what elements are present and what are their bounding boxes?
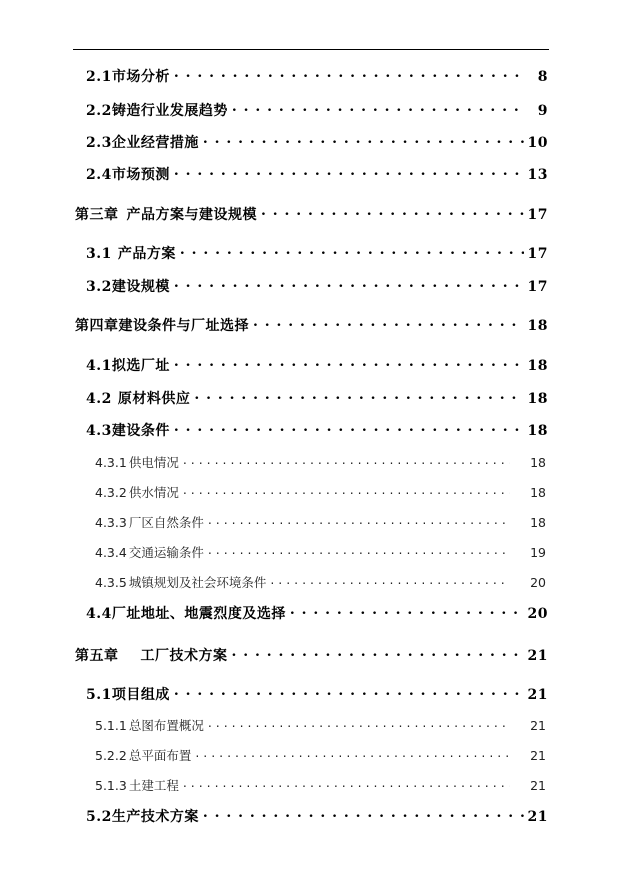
toc-entry-page: 21 <box>530 718 546 733</box>
toc-entry-number: 4.3.5 <box>95 575 127 590</box>
toc-entry-title: 市场预测 <box>111 167 170 183</box>
dot-leader <box>203 807 524 821</box>
toc-entry-page: 18 <box>530 455 546 470</box>
dot-leader <box>232 646 524 660</box>
dot-leader <box>208 515 510 528</box>
toc-subentry-5-2-2[interactable] <box>95 746 546 764</box>
toc-entry-page: 10 <box>527 135 548 151</box>
toc-entry-title: 城镇规划及社会环境条件 <box>128 575 267 590</box>
toc-entry-title: 厂址地址、地震烈度及选择 <box>111 606 286 622</box>
toc-subentry-4-3-1[interactable] <box>95 453 546 471</box>
toc-chapter-3[interactable] <box>75 204 548 224</box>
toc-entry-page: 8 <box>537 69 548 85</box>
toc-chapter-title: 建设条件与厂址选择 <box>118 318 249 334</box>
toc-entry-number: 4.3.1 <box>95 455 127 470</box>
toc-entry-title: 总图布置概况 <box>128 718 204 733</box>
dot-leader <box>194 389 523 403</box>
toc-chapter-title: 产品方案与建设规模 <box>126 207 257 223</box>
toc-entry-4-2[interactable] <box>86 388 548 408</box>
toc-entry-title: 厂区自然条件 <box>128 515 204 530</box>
toc-entry-title: 交通运输条件 <box>128 545 204 560</box>
toc-entry-title: 建设条件 <box>111 423 170 439</box>
toc-entry-number: 3.2 <box>86 279 112 295</box>
toc-entry-title: 原材料供应 <box>117 391 191 407</box>
toc-entry-number: 2.4 <box>86 167 112 183</box>
toc-entry-2-1[interactable] <box>86 66 548 86</box>
toc-entry-4-4[interactable] <box>86 603 548 623</box>
toc-chapter-number: 第三章 <box>75 207 119 223</box>
toc-entry-number: 5.2 <box>86 809 112 825</box>
toc-entry-title: 企业经营措施 <box>111 135 199 151</box>
toc-entry-page: 21 <box>527 809 548 825</box>
toc-entry-title: 拟选厂址 <box>111 358 170 374</box>
toc-entry-4-1[interactable] <box>86 355 548 375</box>
toc-entry-number: 4.4 <box>86 606 112 622</box>
toc-entry-number: 5.1.3 <box>95 778 127 793</box>
toc-entry-2-4[interactable] <box>86 164 548 184</box>
dot-leader <box>195 748 510 761</box>
toc-entry-page: 21 <box>530 748 546 763</box>
toc-entry-number: 2.2 <box>86 103 112 119</box>
toc-entry-number: 4.2 <box>86 391 112 407</box>
toc-chapter-4[interactable] <box>75 315 548 335</box>
toc-entry-number: 5.2.2 <box>95 748 127 763</box>
dot-leader <box>174 421 524 435</box>
toc-entry-page: 19 <box>530 545 546 560</box>
toc-entry-title: 土建工程 <box>128 778 179 793</box>
toc-entry-page: 17 <box>527 279 548 295</box>
toc-entry-2-2[interactable] <box>86 100 548 120</box>
toc-entry-3-1[interactable] <box>86 243 548 263</box>
dot-leader <box>232 101 526 115</box>
dot-leader <box>183 455 510 468</box>
toc-entry-page: 17 <box>527 246 548 262</box>
dot-leader <box>261 205 524 219</box>
toc-entry-page: 18 <box>527 423 548 439</box>
header-rule <box>73 49 549 50</box>
toc-subentry-4-3-5[interactable] <box>95 573 546 591</box>
toc-entry-page: 18 <box>530 515 546 530</box>
dot-leader <box>183 485 510 498</box>
toc-entry-number: 4.3.4 <box>95 545 127 560</box>
toc-entry-page: 18 <box>527 391 548 407</box>
dot-leader <box>174 67 526 81</box>
toc-subentry-5-1-1[interactable] <box>95 716 546 734</box>
dot-leader <box>253 316 524 330</box>
toc-entry-5-1[interactable] <box>86 684 548 704</box>
toc-entry-page: 21 <box>530 778 546 793</box>
toc-subentry-4-3-2[interactable] <box>95 483 546 501</box>
toc-entry-title: 市场分析 <box>111 69 170 85</box>
toc-entry-page: 13 <box>527 167 548 183</box>
toc-entry-page: 17 <box>527 207 548 223</box>
dot-leader <box>180 244 524 258</box>
toc-entry-5-2[interactable] <box>86 806 548 826</box>
dot-leader <box>174 165 524 179</box>
toc-entry-number: 2.1 <box>86 69 112 85</box>
toc-entry-title: 建设规模 <box>111 279 170 295</box>
toc-subentry-4-3-3[interactable] <box>95 513 546 531</box>
toc-entry-number: 5.1 <box>86 687 112 703</box>
toc-entry-number: 4.3 <box>86 423 112 439</box>
toc-subentry-4-3-4[interactable] <box>95 543 546 561</box>
toc-entry-page: 20 <box>530 575 546 590</box>
dot-leader <box>270 575 510 588</box>
toc-entry-title: 供电情况 <box>128 455 179 470</box>
toc-entry-number: 4.1 <box>86 358 112 374</box>
toc-entry-page: 21 <box>527 687 548 703</box>
toc-entry-number: 4.3.2 <box>95 485 127 500</box>
dot-leader <box>290 604 524 618</box>
toc-entry-page: 18 <box>527 318 548 334</box>
dot-leader <box>174 685 524 699</box>
toc-subentry-5-1-3[interactable] <box>95 776 546 794</box>
toc-entry-page: 18 <box>527 358 548 374</box>
toc-entry-4-3[interactable] <box>86 420 548 440</box>
toc-entry-2-3[interactable] <box>86 132 548 152</box>
toc-entry-title: 生产技术方案 <box>111 809 199 825</box>
toc-chapter-number: 第五章 <box>75 648 119 664</box>
toc-entry-number: 4.3.3 <box>95 515 127 530</box>
toc-entry-title: 铸造行业发展趋势 <box>111 103 228 119</box>
toc-entry-page: 9 <box>537 103 548 119</box>
toc-chapter-5[interactable] <box>75 645 548 665</box>
toc-entry-title: 总平面布置 <box>128 748 192 763</box>
dot-leader <box>174 356 524 370</box>
dot-leader <box>203 133 524 147</box>
toc-chapter-title: 工厂技术方案 <box>140 648 228 664</box>
toc-entry-number: 2.3 <box>86 135 112 151</box>
dot-leader <box>208 545 510 558</box>
toc-entry-title: 产品方案 <box>117 246 176 262</box>
toc-entry-3-2[interactable] <box>86 276 548 296</box>
dot-leader <box>183 778 510 791</box>
toc-entry-page: 18 <box>530 485 546 500</box>
toc-entry-title: 项目组成 <box>111 687 170 703</box>
toc-entry-number: 5.1.1 <box>95 718 127 733</box>
toc-entry-number: 3.1 <box>86 246 112 262</box>
toc-entry-title: 供水情况 <box>128 485 179 500</box>
toc-entry-page: 20 <box>527 606 548 622</box>
dot-leader <box>208 718 510 731</box>
toc-chapter-number: 第四章 <box>75 318 119 334</box>
toc-entry-page: 21 <box>527 648 548 664</box>
dot-leader <box>174 277 524 291</box>
